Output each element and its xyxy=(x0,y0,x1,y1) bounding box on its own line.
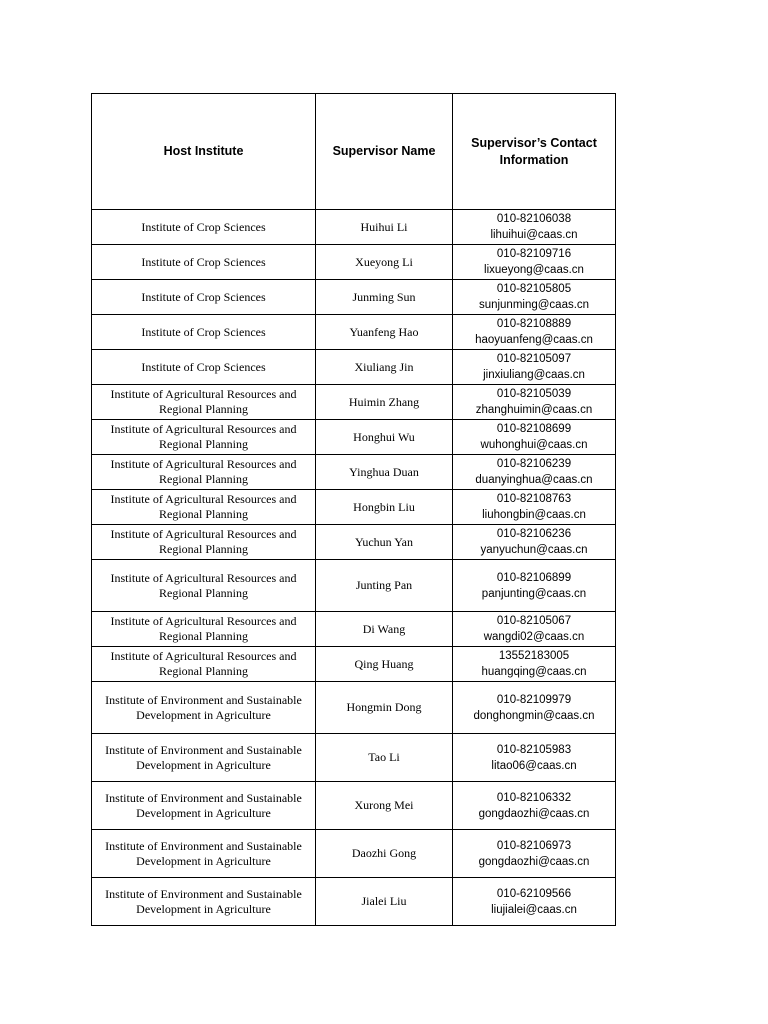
email-address[interactable]: zhanghuimin@caas.cn xyxy=(475,404,593,416)
phone-number: 010-62109566 xyxy=(496,887,572,900)
email-address[interactable]: liujialei@caas.cn xyxy=(491,903,577,916)
supervisor-name-cell xyxy=(316,245,453,280)
supervisor-name-cell xyxy=(316,420,453,455)
phone-number: 010-82106973 xyxy=(496,839,572,852)
phone-number: 010-82108889 xyxy=(496,318,572,330)
supervisor-name-cell xyxy=(316,385,453,420)
supervisor-name: Junting Pan xyxy=(355,578,413,592)
supervisor-name-cell xyxy=(316,455,453,490)
phone-number: 010-82106236 xyxy=(496,528,572,540)
supervisor-name: Yuchun Yan xyxy=(354,534,413,549)
supervisor-name: Yuanfeng Hao xyxy=(349,324,419,339)
table-row xyxy=(92,280,616,315)
supervisor-name: Jialei Liu xyxy=(361,894,407,908)
host-institute-cell xyxy=(92,350,316,385)
email-address[interactable]: liuhongbin@caas.cn xyxy=(482,509,586,521)
host-institute-cell xyxy=(92,385,316,420)
phone-number: 010-82105983 xyxy=(496,743,572,756)
supervisor-name-cell xyxy=(316,315,453,350)
host-institute-cell xyxy=(92,210,316,245)
email-address[interactable]: gongdaozhi@caas.cn xyxy=(478,807,590,820)
table-row xyxy=(92,612,616,647)
email-address[interactable]: huangqing@caas.cn xyxy=(481,666,587,678)
supervisor-name-cell xyxy=(316,734,453,782)
host-institute: Institute of Crop Sciences xyxy=(141,254,266,269)
supervisor-name-cell xyxy=(316,682,453,734)
supervisor-name-cell xyxy=(316,647,453,682)
phone-number: 010-82105039 xyxy=(496,388,572,400)
header-contact-information xyxy=(453,94,616,210)
host-institute-cell xyxy=(92,280,316,315)
table-row xyxy=(92,385,616,420)
phone-number: 010-82106332 xyxy=(496,791,572,804)
phone-number: 010-82105805 xyxy=(496,283,572,295)
host-institute-cell xyxy=(92,560,316,612)
host-institute: Institute of Crop Sciences xyxy=(141,359,266,374)
supervisor-name-cell xyxy=(316,350,453,385)
contact-cell xyxy=(453,280,616,315)
phone-number: 13552183005 xyxy=(498,650,570,662)
host-institute-cell xyxy=(92,782,316,830)
email-address[interactable]: yanyuchun@caas.cn xyxy=(480,544,588,556)
contact-cell xyxy=(453,490,616,525)
host-institute: Institute of Environment and Sustainable Development in Agriculture xyxy=(105,790,302,820)
email-address[interactable]: litao06@caas.cn xyxy=(491,759,577,772)
email-address[interactable]: lihuihui@caas.cn xyxy=(490,229,578,241)
host-institute-cell xyxy=(92,315,316,350)
supervisor-name-cell xyxy=(316,560,453,612)
table-row xyxy=(92,315,616,350)
contact-cell xyxy=(453,560,616,612)
host-institute-cell xyxy=(92,878,316,926)
header-supervisor-name: Supervisor Name xyxy=(316,94,453,210)
phone-number: 010-82105067 xyxy=(496,615,572,627)
host-institute-cell xyxy=(92,830,316,878)
host-institute: Institute of Environment and Sustainable Development in Agriculture xyxy=(105,742,302,772)
host-institute-cell xyxy=(92,525,316,560)
table-row xyxy=(92,682,616,734)
host-institute-cell xyxy=(92,245,316,280)
contact-cell xyxy=(453,782,616,830)
email-address[interactable]: donghongmin@caas.cn xyxy=(473,709,595,722)
host-institute: Institute of Environment and Sustainable Development in Agriculture xyxy=(105,838,302,868)
contact-cell xyxy=(453,682,616,734)
contact-cell xyxy=(453,420,616,455)
phone-number: 010-82108763 xyxy=(496,493,572,505)
host-institute: Institute of Agricultural Resources and Regional Planning xyxy=(110,527,297,556)
supervisor-name: Honghui Wu xyxy=(353,429,415,444)
table-row xyxy=(92,782,616,830)
host-institute: Institute of Agricultural Resources and Regional Planning xyxy=(110,387,297,416)
email-address[interactable]: lixueyong@caas.cn xyxy=(484,264,584,276)
host-institute: Institute of Agricultural Resources and Regional Planning xyxy=(110,492,297,521)
supervisor-name: Xurong Mei xyxy=(354,798,414,812)
host-institute-cell xyxy=(92,490,316,525)
contact-cell xyxy=(453,525,616,560)
phone-number: 010-82109979 xyxy=(496,693,572,706)
header-contact-text: Supervisor’s Contact Information xyxy=(471,135,597,167)
email-address[interactable]: sunjunming@caas.cn xyxy=(478,299,590,311)
supervisor-table xyxy=(91,93,616,926)
table-row xyxy=(92,525,616,560)
supervisor-name: Tao Li xyxy=(368,750,400,764)
host-institute: Institute of Agricultural Resources and Regional Planning xyxy=(110,649,297,678)
supervisor-name-cell xyxy=(316,525,453,560)
host-institute: Institute of Environment and Sustainable Development in Agriculture xyxy=(105,692,302,722)
phone-number: 010-82108699 xyxy=(496,423,572,435)
email-address[interactable]: panjunting@caas.cn xyxy=(481,587,587,600)
contact-cell xyxy=(453,210,616,245)
contact-cell xyxy=(453,830,616,878)
supervisor-name: Yinghua Duan xyxy=(349,464,419,479)
table-row xyxy=(92,245,616,280)
email-address[interactable]: wuhonghui@caas.cn xyxy=(480,439,588,451)
supervisor-name-cell xyxy=(316,830,453,878)
contact-cell xyxy=(453,455,616,490)
contact-cell xyxy=(453,245,616,280)
table-row xyxy=(92,830,616,878)
contact-cell xyxy=(453,315,616,350)
host-institute: Institute of Environment and Sustainable Development in Agriculture xyxy=(105,886,302,916)
supervisor-name-cell xyxy=(316,280,453,315)
table-header-row xyxy=(92,94,616,210)
email-address[interactable]: duanyinghua@caas.cn xyxy=(475,474,593,486)
email-address[interactable]: jinxiuliang@caas.cn xyxy=(483,369,585,381)
host-institute: Institute of Agricultural Resources and Regional Planning xyxy=(110,457,297,486)
supervisor-name: Huihui Li xyxy=(360,219,408,234)
contact-cell xyxy=(453,612,616,647)
contact-cell xyxy=(453,647,616,682)
host-institute: Institute of Crop Sciences xyxy=(141,324,266,339)
table-row xyxy=(92,734,616,782)
supervisor-name: Qing Huang xyxy=(354,656,414,671)
table-row xyxy=(92,560,616,612)
supervisor-name: Junming Sun xyxy=(352,289,416,304)
host-institute: Institute of Agricultural Resources and Regional Planning xyxy=(110,422,297,451)
supervisor-name-cell xyxy=(316,210,453,245)
supervisor-name-cell xyxy=(316,490,453,525)
supervisor-name: Daozhi Gong xyxy=(351,846,417,860)
table-body xyxy=(92,210,616,926)
table-row xyxy=(92,420,616,455)
supervisor-name: Xiuliang Jin xyxy=(354,359,414,374)
host-institute-cell xyxy=(92,612,316,647)
supervisor-name-cell xyxy=(316,782,453,830)
phone-number: 010-82106038 xyxy=(496,213,572,225)
supervisor-name: Di Wang xyxy=(362,621,406,636)
supervisor-name: Hongmin Dong xyxy=(346,700,422,714)
email-address[interactable]: gongdaozhi@caas.cn xyxy=(478,855,590,868)
host-institute-cell xyxy=(92,734,316,782)
header-host-institute: Host Institute xyxy=(92,94,316,210)
host-institute-cell xyxy=(92,647,316,682)
host-institute: Institute of Crop Sciences xyxy=(141,219,266,234)
phone-number: 010-82109716 xyxy=(496,248,572,260)
contact-cell xyxy=(453,878,616,926)
phone-number: 010-82105097 xyxy=(496,353,572,365)
table-row xyxy=(92,878,616,926)
phone-number: 010-82106899 xyxy=(496,571,572,584)
host-institute: Institute of Agricultural Resources and Regional Planning xyxy=(110,570,297,600)
supervisor-name: Huimin Zhang xyxy=(348,394,420,409)
supervisor-name-cell xyxy=(316,612,453,647)
table-row xyxy=(92,455,616,490)
contact-cell xyxy=(453,350,616,385)
supervisor-name: Hongbin Liu xyxy=(353,499,415,514)
host-institute-cell xyxy=(92,682,316,734)
table-row xyxy=(92,210,616,245)
email-address[interactable]: haoyuanfeng@caas.cn xyxy=(475,334,593,346)
host-institute: Institute of Crop Sciences xyxy=(141,289,266,304)
contact-cell xyxy=(453,385,616,420)
supervisor-name: Xueyong Li xyxy=(355,254,413,269)
table-row xyxy=(92,350,616,385)
contact-cell xyxy=(453,734,616,782)
host-institute-cell xyxy=(92,420,316,455)
phone-number: 010-82106239 xyxy=(496,458,572,470)
table-row xyxy=(92,490,616,525)
supervisor-name-cell xyxy=(316,878,453,926)
table-row xyxy=(92,647,616,682)
host-institute-cell xyxy=(92,455,316,490)
host-institute: Institute of Agricultural Resources and Regional Planning xyxy=(110,614,297,643)
email-address[interactable]: wangdi02@caas.cn xyxy=(483,631,585,643)
